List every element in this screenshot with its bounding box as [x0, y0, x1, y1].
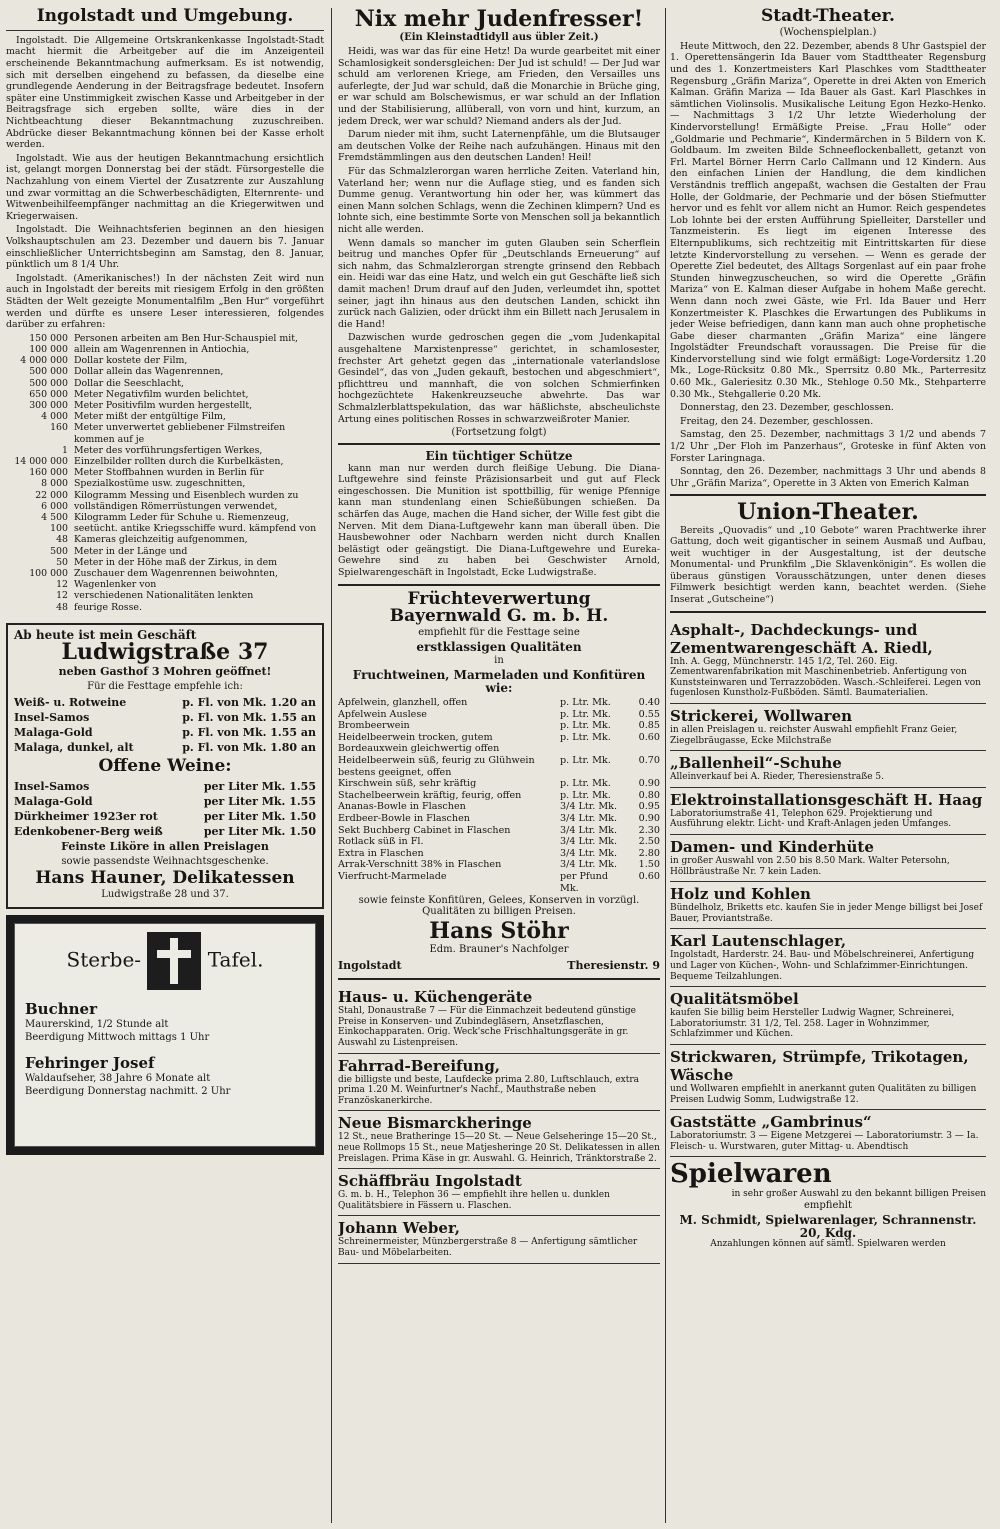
article-paragraph: Ingolstadt. (Amerikanisches!) In der nächsten Zeit wird nun auch in Ingolstadt der bereits mit riesigem Erfolg in den größten Städten der Welt gezeigte Monumentalfilm „Ben Hur“ vorgeführt werden und dürfte es unsere Leser interessieren, folgendes darüber zu erfahren:: [6, 272, 324, 331]
wine-row: [14, 695, 316, 710]
product-name: Ananas-Bowle in Flaschen: [338, 801, 466, 813]
product-price: 0.40: [638, 697, 660, 709]
theater-paragraph: Heute Mittwoch, den 22. Dezember, abends 8 Uhr Gastspiel der 1. Operettensängerin Ida Bauer vom Stadttheater Regensburg und des 1. Konzertmeisters Karl Plaschkes vom Stadttheater Regensburg „Gräfin Mariza“, Operette in drei Akten von Emerich Kalman. Gräfin Mariza — Ida Bauer als Gast. Karl Plaschkes in sämtlichen Violinsolis. Musikalische Leitung Egon Hezko-Henko. — Nachmittags 3 1/2 Uhr letzte Wiederholung der Kindervorstellung! Ermäßigte Preise. „Frau Holle“ oder „Goldmarie und Pechmarie“, Kindermärchen in 5 Bildern von K. Goldbaum. Im zweiten Bilde Schneeflockenballett, getanzt von Frl. Martel Börner Herrn Carlo Callmann und 12 Kindern. Aus den einfachen Linien der Handlung, die dem kindlichen Verständnis trefflich angepaßt, wachsen die Gestalten der Frau Holle, der Goldmarie, der Pechmarie und der bösen Stiefmutter hervor und es fehlt vor allem nicht an Humor. Reich gespendetes Lob lohnte bei der ersten Aufführung Spielleiter, Darsteller und Tanzmeisterin. Es liegt im eigenen Interesse des Elternpublikums, sich rechtzeitig mit Eintrittskarten für diese letzte Kindervorstellung zu versehen. — Wenn es gerade der Operette Ziel bedeutet, des Alltags Sorgenlast auf ein paar frohe Stunden hinwegzuscheuchen, so wird die Operette „Gräfin Mariza“ von E. Kalman dieser Aufgabe in hohem Maße gerecht. Wenn dann noch zwei Gäste, wie Frl. Ida Bauer und Herr Konzertmeister K. Plaschkes die Erwartungen des Publikums in jeder Weise befriedigen, dann kann man auch ohne prophetische Gabe dieser charmanten „Gräfin Mariza“ eine längere Ingolstädter Freundschaft voraussagen. Die Preise für die Kindervorstellung sind wie folgt ermäßigt: Loge-Vordersitz 1.20 Mk., Loge-Rücksitz 0.80 Mk., Sperrsitz 0.80 Mk., Parterresitz 0.60 Mk., Galeriesitz 0.30 Mk., Stehloge 0.50 Mk., Stehparterre 0.30 Mk., Stehgallerie 0.20 Mk.: [670, 40, 986, 400]
wine-price: p. Fl. von Mk. 1.80 an: [182, 741, 316, 755]
stat-row: [6, 467, 324, 478]
stat-row: [6, 490, 324, 501]
ad-block: [670, 987, 986, 1045]
toy-text: in sehr großer Auswahl zu den bekannt billigen Preisen: [731, 1188, 986, 1199]
product-unit: p. Ltr. Mk.: [560, 778, 611, 790]
product-unit: p. Ltr. Mk.: [560, 697, 611, 709]
fruit-rec: empfiehlt für die Festtage seine: [418, 627, 580, 639]
funeral-detail: Beerdigung Donnerstag nachmitt. 2 Uhr: [25, 1086, 231, 1098]
wine-name: Insel-Samos: [14, 780, 90, 794]
stat-row: [6, 456, 324, 467]
stat-text: Meter des vorführungsfertigen Werkes,: [74, 444, 263, 456]
ad-title: Karl Lautenschlager,: [670, 932, 847, 951]
stat-number: 12: [56, 590, 68, 602]
theater-sub: (Wochenspielplan.): [779, 26, 877, 38]
stat-row: [6, 378, 324, 389]
stat-number: 650 000: [29, 388, 68, 400]
stat-number: 48: [56, 601, 68, 613]
ad-text: und Wollwaren empfiehlt in anerkannt guten Qualitäten zu billigen Preisen Ludwig Somm, Ludwigstraße 12.: [670, 1083, 977, 1105]
divider: [338, 443, 660, 445]
stat-number: 6 000: [41, 500, 68, 512]
stat-text: Dollar die Seeschlacht,: [74, 377, 184, 389]
wine-row: [14, 779, 316, 794]
price-row: [338, 848, 660, 860]
product-unit: p. Ltr. Mk.: [560, 720, 611, 732]
product-name: Sekt Buchberg Cabinet in Flaschen: [338, 824, 511, 836]
product-name: Arrak-Verschnitt 38% in Flaschen: [338, 859, 502, 871]
column-rule: [665, 8, 666, 1523]
shop-gifts: sowie passendste Weihnachtsgeschenke.: [61, 856, 269, 868]
stat-text: seetücht. antike Kriegsschiffe wurd. kämpfend von: [74, 523, 317, 535]
shooter-heading: Ein tüchtiger Schütze: [425, 449, 573, 464]
funeral-detail: Beerdigung Mittwoch mittags 1 Uhr: [25, 1032, 210, 1044]
column-3: [670, 8, 986, 1524]
product-unit: p. Ltr. Mk.: [560, 755, 611, 767]
ad-title: Damen- und Kinderhüte: [670, 838, 874, 856]
article-paragraph: Ingolstadt. Die Allgemeine Ortskrankenkasse Ingolstadt-Stadt macht hiermit die Arbeitgeber auf die im Anzeigenteil erscheinende Bekanntmachung aufmerksam. Es ist notwendig, sich mit derselben eingehend zu befassen, da dieselbe eine grundlegende Aenderung in der Beitragsfrage bedeutet. Insofern später eine Unstimmigkeit zwischen Kasse und Arbeitgeber in der Beitragsfrage sich ergeben sollte, wäre dies in der Nichtbeachtung dieser Bekanntmachung zuzuschreiben. Abdrücke dieser Bekanntmachung können bei der Kasse erholt werden.: [6, 34, 324, 151]
fruit-company: Bayernwald G. m. b. H.: [389, 606, 609, 627]
wine-row: [14, 794, 316, 809]
ad-text: 12 St., neue Bratheringe 15—20 St. — Neue Gelseheringe 15—20 St., neue Rollmops 15 St., neue Matjesheringe 20 St. Delikatessen in allen Preislagen. Prima Käse in gr. Auswahl. G. Heinrich, Tränktorstraße 2.: [338, 1132, 660, 1164]
stat-number: 500: [50, 545, 68, 557]
product-price: 0.80: [638, 789, 660, 801]
ad-block: [338, 1216, 660, 1263]
ad-block: [670, 704, 986, 751]
product-unit: p. Ltr. Mk.: [560, 708, 611, 720]
stat-number: 160: [50, 422, 68, 434]
ad-title: Gaststätte „Gambrinus“: [670, 1113, 872, 1132]
product-name: Heidelbeerwein süß, feurig zu Glühwein bestens geeignet, offen: [338, 755, 535, 778]
fruit-successor: Edm. Brauner's Nachfolger: [429, 944, 569, 956]
stat-number: 100 000: [29, 343, 68, 355]
stat-text: feurige Rosse.: [74, 601, 142, 613]
toy-foot: Anzahlungen können auf sämtl. Spielwaren werden: [710, 1239, 946, 1250]
stat-row: [6, 411, 324, 422]
ad-title: „Ballenheil“-Schuhe: [670, 754, 842, 773]
wine-name: Dürkheimer 1923er rot: [14, 810, 158, 824]
union-text: Bereits „Quovadis“ und „10 Gebote“ waren Prachtwerke ihrer Gattung, doch weit gigantischer in seinem Ausmaß und Aufbau, weit wuchtiger in der Ausgestaltung, ist der deutsche Monumental- und Prunkfilm „Die Sklavenkönigin“. Es wollen die überaus günstigen Vorausschätzungen, unter denen dieses Filmwerk besichtigt werden kann, beachtet werden. (Siehe Inserat „Gutscheine“): [670, 524, 986, 606]
stat-row: [6, 366, 324, 377]
wine-name: Weiß- u. Rotweine: [14, 696, 127, 710]
product-name: Brombeerwein: [338, 720, 410, 732]
stat-text: Spezialkostüme usw. zugeschnitten,: [74, 478, 246, 490]
divider: [6, 30, 324, 31]
product-price: 0.85: [638, 720, 660, 732]
divider: [338, 978, 660, 980]
ad-text: Laboratoriumstraße 41, Telephon 629. Projektierung und Ausführung elektr. Licht- und Kraft-Anlagen jeden Umfanges.: [670, 808, 952, 830]
stat-row: [6, 400, 324, 411]
product-price: 0.60: [638, 731, 660, 743]
ad-text: in großer Auswahl von 2.50 bis 8.50 Mark. Walter Petersohn, Höllbräustraße Nr. 7 kein Laden.: [670, 856, 950, 877]
stat-number: 1: [62, 444, 68, 456]
stat-row: [6, 590, 324, 601]
wine-price: p. Fl. von Mk. 1.55 an: [182, 726, 316, 740]
price-row: [338, 825, 660, 837]
ad-title: Johann Weber,: [338, 1219, 460, 1238]
price-row: [338, 709, 660, 721]
toy-ad: [670, 1157, 986, 1250]
stat-number: 4 000: [41, 411, 68, 423]
ad-text: Stahl, Donaustraße 7 — Für die Einmachzeit bedeutend günstige Preise in Konserven- und Zubindegläsern, Ansetzflaschen, Einkochapparaten. Orig. Weck'sche Frischhaltungsgeräte in gr. Auswahl zu Listenpreisen.: [338, 1006, 637, 1049]
stat-number: 500 000: [29, 366, 68, 378]
product-unit: 3/4 Ltr. Mk.: [560, 847, 618, 859]
shop-address: Ludwigstraße 28 und 37.: [101, 889, 229, 901]
local-news-heading: Ingolstadt und Umgebung.: [36, 8, 294, 26]
ad-title: Strickerei, Wollwaren: [670, 707, 853, 726]
product-price: 0.60: [638, 871, 660, 882]
death-notice: [6, 915, 324, 1155]
shop-top: Ab heute ist mein Geschäft: [14, 627, 197, 642]
stat-row: [6, 333, 324, 344]
wine-row: [14, 809, 316, 824]
shop-street: Ludwigstraße 37: [61, 639, 269, 666]
classified-ads: [670, 618, 986, 1158]
ad-block: [670, 1110, 986, 1157]
product-unit: p. Ltr. Mk.: [560, 789, 611, 801]
column-2: [338, 8, 660, 1524]
divider: [670, 611, 986, 613]
stat-text: Meter Stoffbahnen wurden in Berlin für: [74, 467, 264, 479]
wine-name: Malaga, dunkel, alt: [14, 741, 134, 755]
stat-text: Personen arbeiten am Ben Hur-Schauspiel mit,: [74, 332, 299, 344]
stat-number: 100: [50, 523, 68, 535]
stat-row: [6, 445, 324, 456]
wine-shop-ad: [6, 623, 324, 909]
stat-text: Kameras gleichzeitig aufgenommen,: [74, 534, 248, 546]
product-price: 1.50: [638, 859, 660, 871]
theater-paragraph: Samstag, den 25. Dezember, nachmittags 3 1/2 und abends 7 1/2 Uhr „Der Floh im Panzerhaus“, Groteske in fünf Akten von Forster Laringnaga.: [670, 429, 986, 464]
ad-title: Asphalt-, Dachdeckungs- und Zementwarengeschäft A. Riedl,: [670, 620, 933, 657]
ad-block: [338, 985, 660, 1053]
stat-number: 4 500: [41, 511, 68, 523]
ad-block: [670, 835, 986, 882]
stat-number: 150 000: [29, 332, 68, 344]
stat-row: [6, 568, 324, 579]
open-wine-list: [14, 779, 316, 839]
ad-text: Bündelholz, Briketts etc. kaufen Sie in jeder Menge billigst bei Josef Bauer, Proviantstraße.: [670, 903, 983, 924]
price-row: [338, 813, 660, 825]
stat-text: Meter Positivfilm wurden hergestellt,: [74, 399, 253, 411]
classified-ads: [338, 985, 660, 1263]
wine-name: Edenkobener-Berg weiß: [14, 825, 163, 839]
ad-block: [670, 618, 986, 704]
stat-text: verschiedenen Nationalitäten lenkten: [74, 590, 254, 602]
ad-text: kaufen Sie billig beim Hersteller Ludwig Wagner, Schreinerei, Laboratoriumstr. 31 1/2, Tel. 258. Lager in Wohnzimmer, Schlafzimmer und Küchen.: [670, 1008, 955, 1040]
price-row: [338, 859, 660, 871]
wine-name: Malaga-Gold: [14, 795, 93, 809]
stat-row: [6, 478, 324, 489]
fruit-in: in: [494, 654, 504, 666]
ad-text: in allen Preislagen u. reichster Auswahl empfiehlt Franz Geier, Ziegelbräugasse, Ecke Milchstraße: [670, 725, 958, 746]
deceased-name: Buchner: [25, 1000, 97, 1019]
stat-number: 100 000: [29, 567, 68, 579]
wine-price: p. Fl. von Mk. 1.20 an: [182, 696, 316, 710]
product-name: Rotlack süß in Fl.: [338, 836, 424, 848]
product-price: 0.55: [638, 708, 660, 720]
ad-text: Inh. A. Gegg, Münchnerstr. 145 1/2, Tel. 260. Eig. Zementwarenfabrikation mit Maschinenbetrieb. Anfertigung von Kunststeinwaren und Terrazzoböden. Wasch.-Schleiferei. Legen von fugenlosen Kunstholz-Fußböden. Sämtl. Baumaterialien.: [670, 656, 981, 699]
stat-number: 500 000: [29, 377, 68, 389]
shop-intro: Für die Festtage empfehle ich:: [87, 681, 243, 693]
price-row: [338, 732, 660, 755]
wine-name: Insel-Samos: [14, 711, 90, 725]
wine-price: per Liter Mk. 1.50: [203, 810, 316, 824]
stat-row: [6, 512, 324, 523]
ad-block: [670, 1045, 986, 1110]
theater-heading: Stadt-Theater.: [761, 8, 895, 26]
price-row: [338, 836, 660, 848]
product-price: 0.95: [638, 801, 660, 813]
theater-paragraph: Donnerstag, den 23. Dezember, geschlossen.: [680, 402, 894, 414]
product-name: Stachelbeerwein kräftig, feurig, offen: [338, 789, 522, 801]
price-row: [338, 755, 660, 778]
product-unit: 3/4 Ltr. Mk.: [560, 801, 618, 813]
shop-liqueur: Feinste Liköre in allen Preislagen: [61, 840, 269, 854]
shooter-text: kann man nur werden durch fleißige Uebung. Die Diana-Luftgewehre sind feinste Präzisionsarbeit und gut auf Fleck eingeschossen. Die Munition ist spottbillig, für wenige Pfennige kann man stundenlang einen Schießübungen schießen. Da schärfen das Auge, machen die Hand sicher, der Wille fest gibt die Nerven. Mit dem Diana-Luftgewehr kann man überall üben. Die Hausbewohner oder Nachbarn werden nicht durch Knallen belästigt oder geängstigt. Die Diana-Luftgewehre und Eureka-Gewehre sind zu haben bei Geschwister Arnold, Spielwarengeschäft in Ingolstadt, Ecke Ludwigstraße.: [338, 462, 660, 579]
price-row: [338, 801, 660, 813]
fruit-price-list: [338, 697, 660, 894]
product-price: 0.70: [638, 755, 660, 767]
product-unit: 3/4 Ltr. Mk.: [560, 824, 618, 836]
column-1: [6, 8, 324, 1524]
theater-paragraph: Freitag, den 24. Dezember, geschlossen.: [680, 415, 874, 427]
stat-row: [6, 534, 324, 545]
product-unit: 3/4 Ltr. Mk.: [560, 813, 618, 825]
ad-block: [670, 788, 986, 835]
ad-block: [670, 929, 986, 987]
fruit-foot: sowie feinste Konfitüren, Gelees, Konserven in vorzügl. Qualitäten zu billigen Preisen.: [358, 895, 640, 918]
ad-block: [338, 1169, 660, 1216]
stat-text: Wagenlenker von: [74, 579, 157, 591]
article-paragraph: Wenn damals so mancher im guten Glauben sein Scherflein beitrug und manches Opfer für „Deutschlands Erneuerung“ auf sich nahm, das Schmalzlerorgan strengte grinsend den Rebbach ein. Heidi war das eine Hatz, und welch ein gut Geschäfte ließ sich damit machen! Drum drauf auf den Juden, verleumdet ihn, spottet seiner, jagt ihn hinaus aus den deutschen Landen, schickt ihn zurück nach Galizien, oder drückt ihm ein Billett nach Jerusalem in die Hand!: [338, 237, 660, 330]
stat-number: 48: [56, 534, 68, 546]
product-name: Apfelwein Auslese: [338, 708, 427, 720]
stat-row: [6, 523, 324, 534]
shop-near: neben Gasthof 3 Mohren geöffnet!: [58, 665, 272, 679]
wine-row: [14, 725, 316, 740]
ben-hur-stats: [6, 333, 324, 613]
stat-number: 50: [56, 556, 68, 568]
theater-paragraph: Sonntag, den 26. Dezember, nachmittags 3 Uhr und abends 8 Uhr „Gräfin Mariza“, Operette in 3 Akten von Emerich Kalman: [670, 466, 986, 489]
stat-number: 4 000 000: [20, 355, 68, 367]
price-row: [338, 871, 660, 894]
shop-owner: Hans Hauner, Delikatessen: [35, 868, 295, 889]
stat-text: Meter in der Länge und: [74, 545, 188, 557]
death-notice-heading: Sterbe- Tafel.: [25, 932, 305, 990]
toy-title: Spielwaren: [670, 1159, 832, 1190]
wine-price: per Liter Mk. 1.50: [203, 825, 316, 839]
stat-row: [6, 546, 324, 557]
ad-title: Qualitätsmöbel: [670, 990, 799, 1009]
toy-firm: M. Schmidt, Spielwarenlager, Schrannenstr. 20, Kdg.: [679, 1213, 977, 1240]
product-price: 0.90: [638, 778, 660, 790]
wine-price: per Liter Mk. 1.55: [203, 795, 316, 809]
stat-row: [6, 602, 324, 613]
price-row: [338, 778, 660, 790]
article-heading: Nix mehr Judenfresser!: [354, 8, 644, 32]
ad-block: [338, 1054, 660, 1112]
ad-text: Alleinverkauf bei A. Rieder, Theresienstraße 5.: [670, 772, 884, 783]
article-paragraph: Heidi, was war das für eine Hetz! Da wurde gearbeitet mit einer Schamlosigkeit sondersgleichen: Der Jud ist schuld! — Der Jud war schuld am verlorenen Kriege, am Frieden, den Versailles uns auferlegte, der Jud war schuld, daß die Monarchie in Brüche ging, er war schuld am Bolschewismus, er war schuld an der Inflation und der Stabilisierung, allüberall, von vorn und hint, kurzum, an jedem Dreck, wer war schuld? Niemand anders als der Jud.: [338, 46, 660, 127]
ad-title: Schäffbräu Ingolstadt: [338, 1172, 522, 1191]
article-paragraph: Für das Schmalzlerorgan waren herrliche Zeiten. Vaterland hin, Vaterland her; wenn nur die Auflage stieg, und es fanden sich Dumme genug. Verantwortung hin oder her, was kümmert das einen Mann solchen Schlags, wenn die Zechinen klimpern? Und es lohnte sich, eine bestimmte Sorte von Menschen soll ja bekanntlich nicht alle werden.: [338, 166, 660, 235]
open-wines-title: Offene Weine:: [98, 756, 232, 777]
stat-text: Kilogramm Messing und Eisenblech wurden zu: [74, 489, 299, 501]
product-unit: 3/4 Ltr. Mk.: [560, 859, 618, 871]
product-unit: p. Ltr. Mk.: [560, 731, 611, 743]
ad-block: [670, 751, 986, 788]
stat-text: vollständigen Römerrüstungen verwendet,: [74, 500, 278, 512]
fruit-ad: [338, 588, 660, 974]
stat-text: Meter mißt der entgültige Film,: [74, 411, 226, 423]
stat-number: 22 000: [35, 489, 68, 501]
article-paragraph: Ingolstadt. Wie aus der heutigen Bekanntmachung ersichtlich ist, gelangt morgen Donnerstag bei der städt. Fürsorgestelle die Nachzahlung von einem Viertel der Zusatzrente zur Auszahlung und zwar vormittag an die Schwerbeschädigten, Elternrente- und Witwenbeihilfeempfänger nachmittag an die Kriegerwitwen und Kriegerwaisen.: [6, 152, 324, 222]
article-paragraph: Ingolstadt. Die Weihnachtsferien beginnen an den hiesigen Volkshauptschulen am 23. Dezember und dauern bis 7. Januar einschließlicher Unterrichtsbeginn am Samstag, den 8. Januar, pünktlich um 8 1/4 Uhr.: [6, 224, 324, 271]
ad-text: Schreinermeister, Münzbergerstraße 8 — Anfertigung sämtlicher Bau- und Möbelarbeiten.: [338, 1237, 638, 1258]
article-paragraph: Dazwischen wurde gedroschen gegen die „vom Judenkapital ausgehaltene Marxistenpresse“ gerichtet, in schamlosester, frechster Art gehetzt gegen das „internationale vaterlandslose Gesindel“, das von „Juden gekauft, bestochen und abgeschmiert“, pflichttreu und mannhaft, die von solchen Schmierfinken hochgezüchtete Hakenkreuzseuche abwehrte. Das war Schmalzlerblattspekulation, das war häßlichste, abscheulichste Artung eines politischen Rosses in schwarzweißroter Manier.: [338, 332, 660, 425]
product-name: Vierfrucht-Marmelade: [338, 871, 447, 882]
ad-title: Elektroinstallationsgeschäft H. Haag: [670, 790, 983, 809]
wine-row: [14, 710, 316, 725]
stat-number: 300 000: [29, 399, 68, 411]
stat-text: allein am Wagenrennen in Antiochia,: [74, 343, 250, 355]
ad-text: die billigste und beste, Laufdecke prima 2.80, Luftschlauch, extra prima 1.20 M. Weinfurtner's Nachf., Mauthstraße neben Französkanerkirche.: [338, 1074, 640, 1106]
union-heading: Union-Theater.: [737, 499, 919, 526]
divider: [338, 584, 660, 586]
fruit-title: Früchteverwertung: [407, 588, 591, 609]
ad-text: Laboratoriumstr. 3 — Eigene Metzgerei — Laboratoriumstr. 3 — Ia. Fleisch- u. Wurstwaren, guter Mittag- u. Abendtisch: [670, 1131, 979, 1152]
product-name: Erdbeer-Bowle in Flaschen: [338, 813, 470, 825]
article-paragraph: Darum nieder mit ihm, sucht Laternenpfähle, um die Blutsauger am deutschen Volke der Reihe nach aufzuhängen. Hinaus mit den Fremdstämmlingen aus den deutschen Landen! Heil!: [338, 129, 660, 164]
fruit-firm: Hans Stöhr: [429, 918, 569, 945]
ad-title: Neue Bismarckheringe: [338, 1114, 532, 1133]
ad-title: Holz und Kohlen: [670, 885, 811, 904]
stat-row: [6, 501, 324, 512]
stat-text: Dollar allein das Wagenrennen,: [74, 366, 224, 378]
deceased-detail: Waldaufseher, 38 Jahre 6 Monate alt: [25, 1073, 211, 1085]
deceased-detail: Maurerskind, 1/2 Stunde alt: [25, 1019, 169, 1031]
divider: [670, 494, 986, 496]
ad-text: G. m. b. H., Telephon 36 — empfiehlt ihre hellen u. dunklen Qualitätsbiere in Fässern u. Flaschen.: [338, 1190, 610, 1211]
cross-icon: [147, 932, 201, 990]
ad-block: [670, 882, 986, 929]
product-price: 0.90: [638, 813, 660, 825]
product-price: 2.50: [638, 836, 660, 848]
wine-row: [14, 740, 316, 755]
stat-row: [6, 389, 324, 400]
continued-note: (Fortsetzung folgt): [451, 427, 547, 439]
stat-text: Einzelbilder rollten durch die Kurbelkästen,: [74, 455, 284, 467]
fruit-products: Fruchtweinen, Marmeladen und Konfitüren wie:: [352, 667, 646, 695]
ad-text: Ingolstadt, Harderstr. 24. Bau- und Möbelschreinerei, Anfertigung und Lager von Küchen-, Wohn- und Schlafzimmer-Einrichtungen. Bequeme Teilzahlungen.: [670, 950, 975, 982]
stat-number: 12: [56, 579, 68, 591]
wine-price: p. Fl. von Mk. 1.55 an: [182, 711, 316, 725]
stat-text: Dollar kostete der Film,: [74, 355, 188, 367]
product-name: Heidelbeerwein trocken, gutem Bordeauxwein gleichwertig offen: [338, 731, 500, 755]
product-price: 2.80: [638, 847, 660, 859]
product-price: 2.30: [638, 824, 660, 836]
ad-title: Haus- u. Küchengeräte: [338, 988, 533, 1007]
price-row: [338, 720, 660, 732]
wine-row: [14, 824, 316, 839]
stat-row: [6, 355, 324, 366]
stat-number: 160 000: [29, 467, 68, 479]
price-row: [338, 790, 660, 802]
stat-text: Meter in der Höhe maß der Zirkus, in dem: [74, 556, 278, 568]
fruit-quality: erstklassigen Qualitäten: [416, 640, 582, 655]
product-unit: per Pfund Mk.: [560, 871, 608, 894]
fruit-address: Ingolstadt Theresienstr. 9: [338, 959, 660, 973]
stat-text: Zuschauer dem Wagenrennen beiwohnten,: [74, 567, 279, 579]
ad-title: Strickwaren, Strümpfe, Trikotagen, Wäsche: [670, 1047, 969, 1084]
ad-block: [338, 1111, 660, 1169]
wine-list: [14, 695, 316, 755]
stat-text: Meter Negativfilm wurden belichtet,: [74, 388, 249, 400]
column-rule: [331, 8, 332, 1523]
ad-title: Fahrrad-Bereifung,: [338, 1056, 501, 1075]
wine-price: per Liter Mk. 1.55: [203, 780, 316, 794]
stat-row: [6, 579, 324, 590]
stat-text: Meter unverwertet gebliebener Filmstreifen kommen auf je: [74, 422, 286, 445]
stat-row: [6, 557, 324, 568]
stat-row: [6, 422, 324, 444]
wine-name: Malaga-Gold: [14, 726, 93, 740]
stat-row: [6, 344, 324, 355]
stat-number: 14 000 000: [14, 455, 68, 467]
product-name: Extra in Flaschen: [338, 847, 424, 859]
price-row: [338, 697, 660, 709]
stat-number: 8 000: [41, 478, 68, 490]
product-unit: 3/4 Ltr. Mk.: [560, 836, 618, 848]
deceased-name: Fehringer Josef: [25, 1054, 155, 1073]
toy-rec: empfiehlt: [803, 1200, 853, 1212]
product-name: Apfelwein, glanzhell, offen: [338, 697, 468, 709]
article-subheading: (Ein Kleinstadtidyll aus übler Zeit.): [399, 32, 599, 44]
product-name: Kirschwein süß, sehr kräftig: [338, 778, 477, 790]
stat-text: Kilogramm Leder für Schuhe u. Riemenzeug,: [74, 511, 290, 523]
